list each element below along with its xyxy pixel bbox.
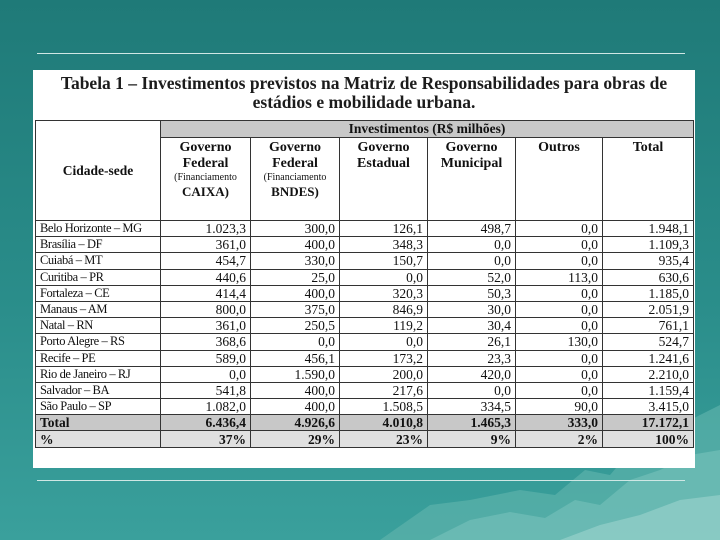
column-header: Outros bbox=[516, 138, 603, 221]
column-header: Governo Estadual bbox=[340, 138, 428, 221]
column-header: Governo Municipal bbox=[428, 138, 516, 221]
table-row bbox=[36, 253, 694, 269]
value-cell: 589,0 bbox=[161, 350, 251, 366]
value-cell: 0,0 bbox=[516, 285, 603, 301]
city-cell: Belo Horizonte – MG bbox=[36, 221, 161, 237]
value-cell: 150,7 bbox=[340, 253, 428, 269]
value-cell: 250,5 bbox=[251, 318, 340, 334]
value-cell: 330,0 bbox=[251, 253, 340, 269]
percent-cell: 23% bbox=[340, 431, 428, 447]
table-slide bbox=[33, 70, 695, 468]
value-cell: 454,7 bbox=[161, 253, 251, 269]
total-row bbox=[36, 415, 694, 431]
city-cell: Salvador – BA bbox=[36, 382, 161, 398]
value-cell: 0,0 bbox=[516, 221, 603, 237]
value-cell: 2.210,0 bbox=[603, 366, 694, 382]
percent-cell: 9% bbox=[428, 431, 516, 447]
value-cell: 456,1 bbox=[251, 350, 340, 366]
value-cell: 1.159,4 bbox=[603, 382, 694, 398]
table-caption bbox=[33, 74, 695, 112]
investment-table bbox=[35, 120, 694, 448]
value-cell: 368,6 bbox=[161, 334, 251, 350]
total-cell: 17.172,1 bbox=[603, 415, 694, 431]
value-cell: 23,3 bbox=[428, 350, 516, 366]
caption-line-1: Tabela 1 – Investimentos previstos na Matriz de Responsabilidades para obras de bbox=[60, 73, 668, 93]
value-cell: 541,8 bbox=[161, 382, 251, 398]
value-cell: 761,1 bbox=[603, 318, 694, 334]
percent-cell: 29% bbox=[251, 431, 340, 447]
percent-cell: 2% bbox=[516, 431, 603, 447]
value-cell: 300,0 bbox=[251, 221, 340, 237]
percent-cell: 100% bbox=[603, 431, 694, 447]
total-cell: 333,0 bbox=[516, 415, 603, 431]
value-cell: 126,1 bbox=[340, 221, 428, 237]
total-cell: 4.926,6 bbox=[251, 415, 340, 431]
value-cell: 173,2 bbox=[340, 350, 428, 366]
value-cell: 0,0 bbox=[516, 318, 603, 334]
value-cell: 3.415,0 bbox=[603, 399, 694, 415]
table-row bbox=[36, 301, 694, 317]
value-cell: 935,4 bbox=[603, 253, 694, 269]
percent-row bbox=[36, 431, 694, 447]
value-cell: 0,0 bbox=[428, 253, 516, 269]
city-cell: Fortaleza – CE bbox=[36, 285, 161, 301]
value-cell: 375,0 bbox=[251, 301, 340, 317]
value-cell: 630,6 bbox=[603, 269, 694, 285]
value-cell: 348,3 bbox=[340, 237, 428, 253]
caption-line-2: estádios e mobilidade urbana. bbox=[252, 92, 476, 112]
total-cell: 4.010,8 bbox=[340, 415, 428, 431]
value-cell: 420,0 bbox=[428, 366, 516, 382]
city-cell: Porto Alegre – RS bbox=[36, 334, 161, 350]
table-row bbox=[36, 399, 694, 415]
table-row bbox=[36, 269, 694, 285]
value-cell: 1.241,6 bbox=[603, 350, 694, 366]
value-cell: 30,4 bbox=[428, 318, 516, 334]
table-row bbox=[36, 334, 694, 350]
city-cell: Rio de Janeiro – RJ bbox=[36, 366, 161, 382]
value-cell: 0,0 bbox=[428, 382, 516, 398]
value-cell: 90,0 bbox=[516, 399, 603, 415]
total-label: Total bbox=[36, 415, 161, 431]
value-cell: 0,0 bbox=[516, 301, 603, 317]
value-cell: 30,0 bbox=[428, 301, 516, 317]
value-cell: 1.082,0 bbox=[161, 399, 251, 415]
city-cell: Natal – RN bbox=[36, 318, 161, 334]
value-cell: 0,0 bbox=[340, 269, 428, 285]
city-cell: Recife – PE bbox=[36, 350, 161, 366]
value-cell: 26,1 bbox=[428, 334, 516, 350]
value-cell: 200,0 bbox=[340, 366, 428, 382]
value-cell: 400,0 bbox=[251, 237, 340, 253]
column-header: Governo Federal (Financiamento BNDES) bbox=[251, 138, 340, 221]
value-cell: 400,0 bbox=[251, 285, 340, 301]
value-cell: 361,0 bbox=[161, 318, 251, 334]
value-cell: 130,0 bbox=[516, 334, 603, 350]
total-cell: 1.465,3 bbox=[428, 415, 516, 431]
table-row bbox=[36, 382, 694, 398]
value-cell: 1.185,0 bbox=[603, 285, 694, 301]
value-cell: 1.023,3 bbox=[161, 221, 251, 237]
value-cell: 217,6 bbox=[340, 382, 428, 398]
table-row bbox=[36, 285, 694, 301]
value-cell: 800,0 bbox=[161, 301, 251, 317]
value-cell: 0,0 bbox=[340, 334, 428, 350]
column-header: Total bbox=[603, 138, 694, 221]
city-cell: Curitiba – PR bbox=[36, 269, 161, 285]
value-cell: 0,0 bbox=[251, 334, 340, 350]
value-cell: 0,0 bbox=[516, 253, 603, 269]
value-cell: 52,0 bbox=[428, 269, 516, 285]
value-cell: 25,0 bbox=[251, 269, 340, 285]
city-header: Cidade-sede bbox=[36, 121, 161, 221]
percent-label: % bbox=[36, 431, 161, 447]
value-cell: 846,9 bbox=[340, 301, 428, 317]
value-cell: 334,5 bbox=[428, 399, 516, 415]
value-cell: 1.948,1 bbox=[603, 221, 694, 237]
value-cell: 0,0 bbox=[516, 237, 603, 253]
value-cell: 113,0 bbox=[516, 269, 603, 285]
percent-cell: 37% bbox=[161, 431, 251, 447]
value-cell: 1.508,5 bbox=[340, 399, 428, 415]
value-cell: 361,0 bbox=[161, 237, 251, 253]
table-row bbox=[36, 221, 694, 237]
table-row bbox=[36, 350, 694, 366]
city-cell: Manaus – AM bbox=[36, 301, 161, 317]
value-cell: 50,3 bbox=[428, 285, 516, 301]
value-cell: 400,0 bbox=[251, 382, 340, 398]
value-cell: 0,0 bbox=[516, 366, 603, 382]
column-header: Governo Federal (Financiamento CAIXA) bbox=[161, 138, 251, 221]
value-cell: 498,7 bbox=[428, 221, 516, 237]
table-row bbox=[36, 318, 694, 334]
value-cell: 0,0 bbox=[516, 382, 603, 398]
total-cell: 6.436,4 bbox=[161, 415, 251, 431]
value-cell: 440,6 bbox=[161, 269, 251, 285]
value-cell: 0,0 bbox=[428, 237, 516, 253]
table-row bbox=[36, 366, 694, 382]
value-cell: 400,0 bbox=[251, 399, 340, 415]
city-cell: Brasília – DF bbox=[36, 237, 161, 253]
value-cell: 0,0 bbox=[161, 366, 251, 382]
value-cell: 320,3 bbox=[340, 285, 428, 301]
value-cell: 524,7 bbox=[603, 334, 694, 350]
city-cell: Cuiabá – MT bbox=[36, 253, 161, 269]
group-header: Investimentos (R$ milhões) bbox=[161, 121, 694, 138]
value-cell: 1.109,3 bbox=[603, 237, 694, 253]
value-cell: 414,4 bbox=[161, 285, 251, 301]
value-cell: 0,0 bbox=[516, 350, 603, 366]
value-cell: 2.051,9 bbox=[603, 301, 694, 317]
value-cell: 119,2 bbox=[340, 318, 428, 334]
value-cell: 1.590,0 bbox=[251, 366, 340, 382]
city-cell: São Paulo – SP bbox=[36, 399, 161, 415]
table-row bbox=[36, 237, 694, 253]
bottom-divider-line bbox=[37, 480, 685, 481]
